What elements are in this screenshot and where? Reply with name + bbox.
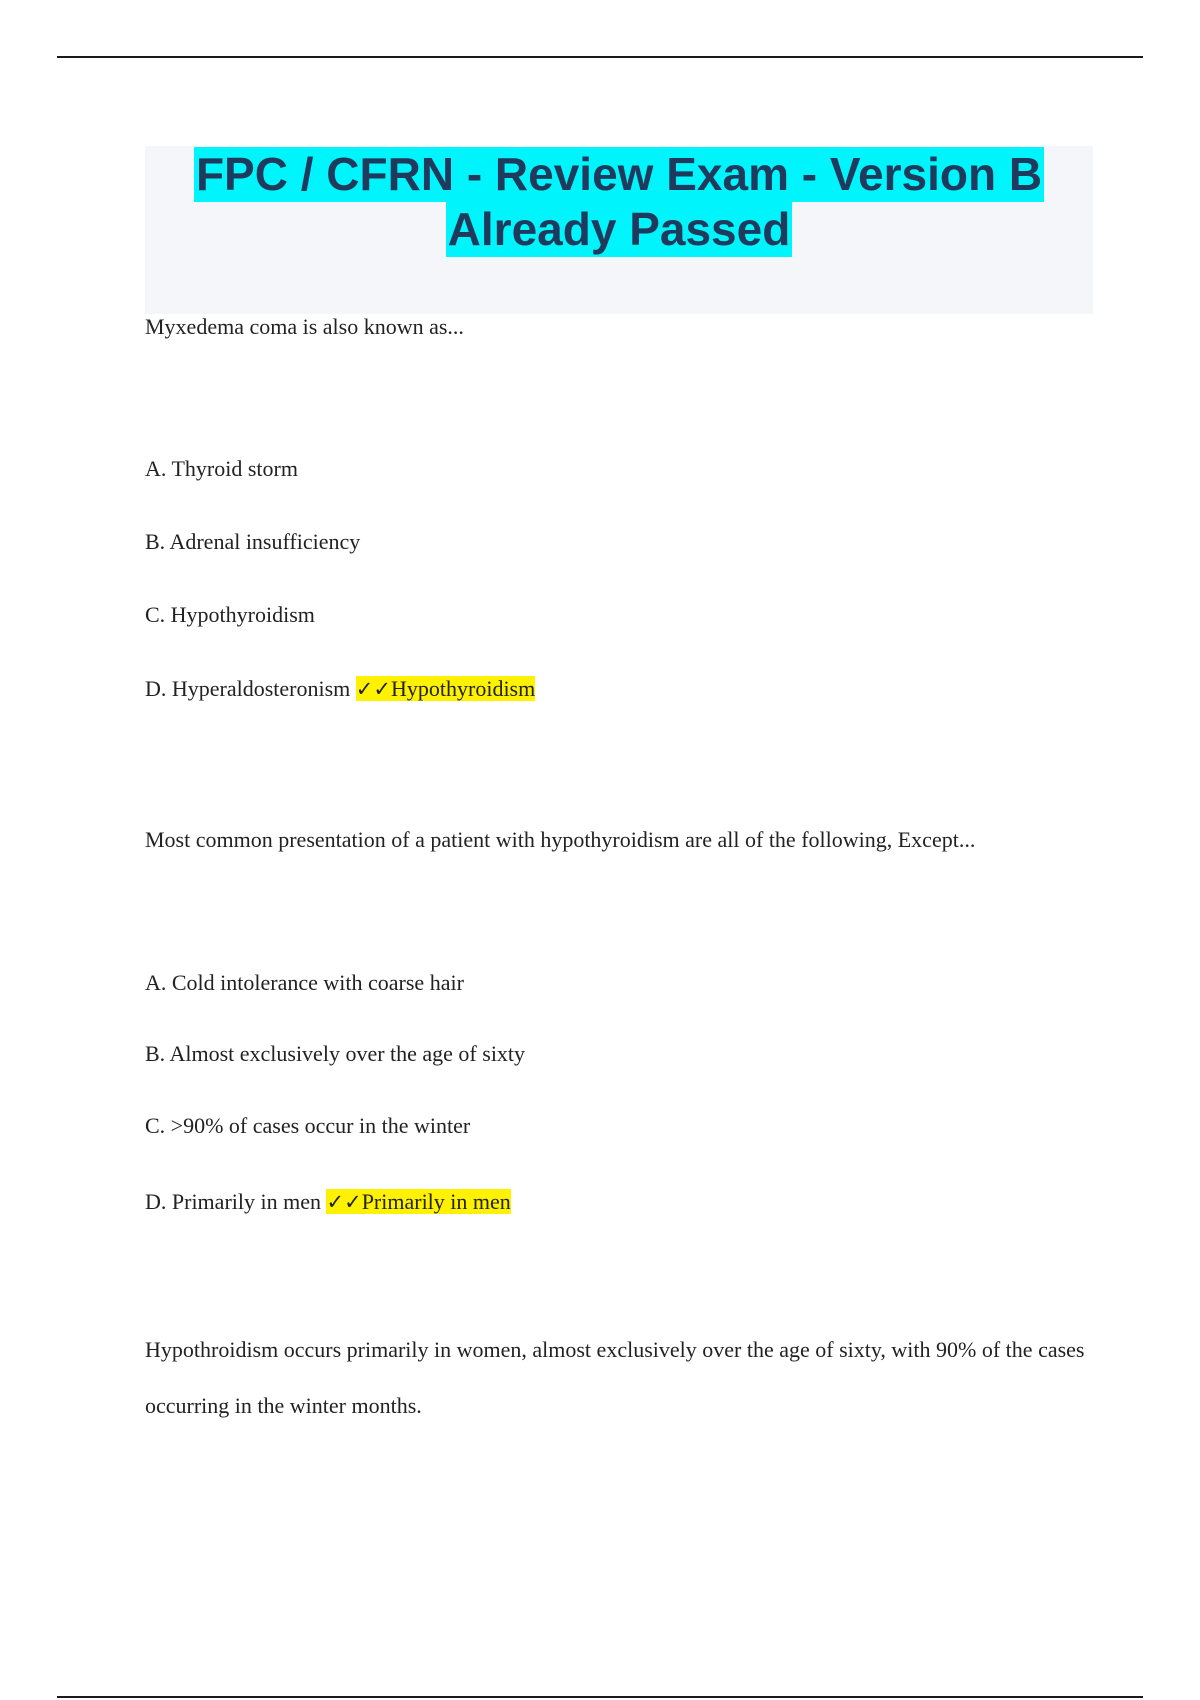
rationale-paragraph: Hypothroidism occurs primarily in women, almost exclusively over the age of sixty, with 90% of the cases occurring in the winter months. <box>145 1337 1085 1418</box>
question-2-option-b: B. Almost exclusively over the age of sixty <box>145 1041 526 1066</box>
question-1-answer-text: Hypothyroidism <box>391 676 536 701</box>
question-1-option-a: A. Thyroid storm <box>145 456 298 481</box>
title-banner <box>145 146 1093 314</box>
question-2-prompt: Most common presentation of a patient with hypothyroidism are all of the following, Except... <box>145 827 976 852</box>
title-line-1: FPC / CFRN - Review Exam - Version B <box>195 148 1043 200</box>
question-2-answer <box>326 1189 510 1214</box>
checkmark-icon: ✓✓ <box>355 677 391 701</box>
question-1-option-d <box>145 674 535 704</box>
question-1-answer <box>356 676 535 701</box>
question-1-option-c: C. Hypothyroidism <box>145 602 315 627</box>
header-rule <box>57 56 1143 58</box>
question-1-prompt: Myxedema coma is also known as... <box>145 314 464 339</box>
question-2-option-d <box>145 1187 511 1217</box>
question-2-option-c: C. >90% of cases occur in the winter <box>145 1113 471 1138</box>
question-1-option-b: B. Adrenal insufficiency <box>145 529 361 554</box>
question-2-answer-text: Primarily in men <box>361 1189 511 1214</box>
title-line-2: Already Passed <box>447 203 791 255</box>
checkmark-icon: ✓✓ <box>326 1190 362 1214</box>
question-2-option-a: A. Cold intolerance with coarse hair <box>145 970 464 995</box>
question-1-option-d-label: D. Hyperaldosteronism <box>145 676 351 701</box>
question-2-option-d-label: D. Primarily in men <box>145 1189 321 1214</box>
footer-rule <box>57 1696 1143 1698</box>
